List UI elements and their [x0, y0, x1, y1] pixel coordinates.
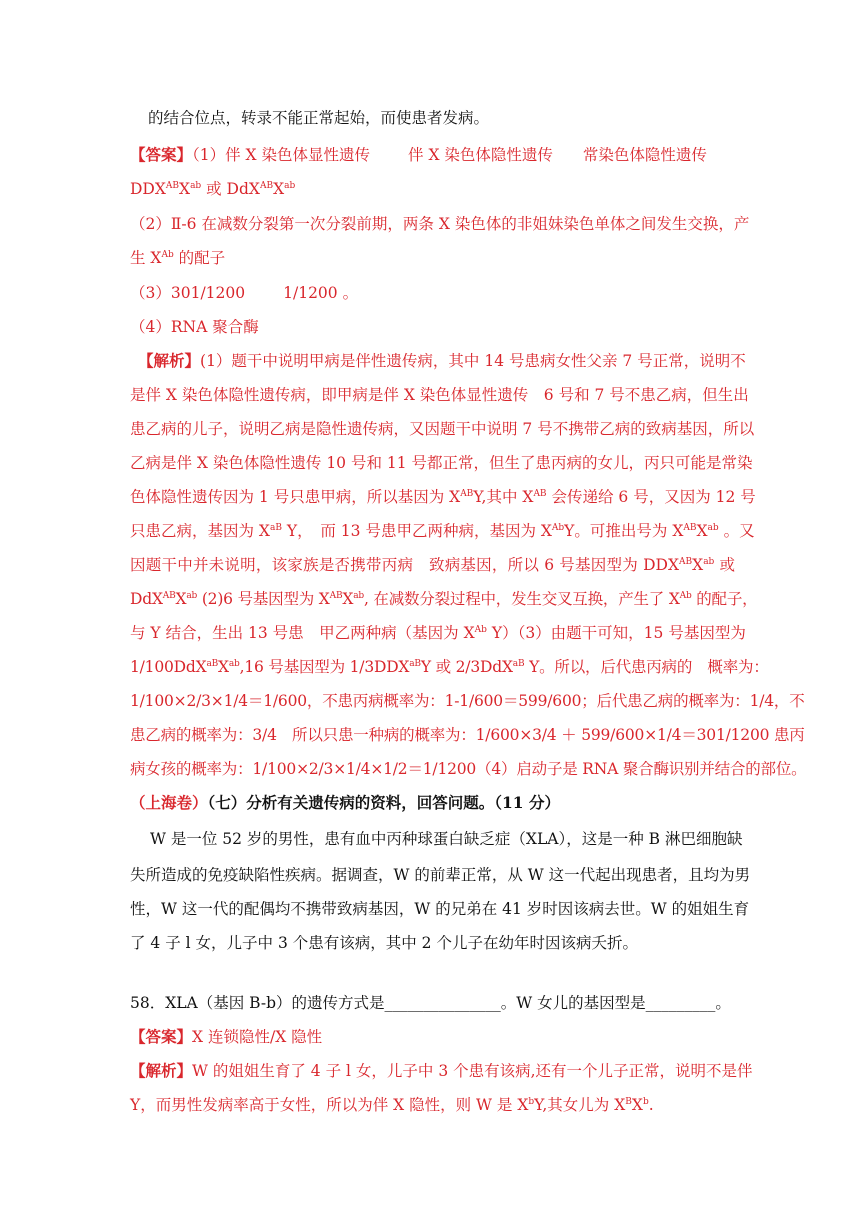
explanation-tag: 【解析】 — [138, 351, 201, 370]
explanation-line-8: $DdX^{AB}X^{ab}$ (2)6 号基因型为 $X^{AB}X^{ab}$, 在减数分裂过程中，发生交叉互换，产生了 $X^{Ab}$ 的配子， — [130, 590, 758, 608]
explanation-line-11: 1/100×2/3×1/4＝1/600，不患丙病概率为：1-1/600＝599/600；后代患乙病的概率为：1/4，不 — [130, 692, 805, 710]
passage-line-4: 了 4 子 l 女，儿子中 3 个患有该病，其中 2 个儿子在幼年时因该病夭折。 — [130, 934, 638, 952]
source-tag: （上海卷） — [130, 793, 208, 812]
question-58: 58．XLA（基因 B-b）的遗传方式是_______________。W 女儿的基因型是_________。 — [130, 994, 731, 1012]
answer-line-2: （2）Ⅱ-6 在减数分裂第一次分裂前期，两条 X 染色体的非姐妹染色单体之间发生交换，产 — [130, 215, 750, 233]
explanation-line-10: $1/100DdX^{aB}X^{ab},16$ 号基因型为 $1/3DDX^{aB}Y$ 或 2/3DdX$^{aB}$ Y。所以，后代患丙病的 概率为： — [130, 658, 769, 676]
explanation-line-9: 与 Y 结合，生出 13 号患 甲乙两种病（基因为 $X^{Ab}$ Y）（3）由题干可知，15 号基因型为 — [130, 624, 746, 642]
explanation-line-4: 乙病是伴 X 染色体隐性遗传 10 号和 11 号都正常，但生了患丙病的女儿，丙只可能是常染 — [130, 454, 753, 472]
explanation-line-5: 色体隐性遗传因为 1 号只患甲病，所以基因为 $X^{AB}Y$,其中 $X^{AB}$ 会传递给 6 号，又因为 12 号 — [130, 488, 756, 506]
passage-line-1: W 是一位 52 岁的男性，患有血中丙种球蛋白缺乏症（XLA），这是一种 B 淋巴细胞缺 — [150, 830, 743, 848]
answer-genotype-line: $DDX^{AB}X^{ab}$ 或 $DdX^{AB}X^{ab}$ — [130, 180, 296, 198]
answer-58: 【答案】X 连锁隐性/X 隐性 — [130, 1027, 323, 1046]
explanation-line-2: 是伴 X 染色体隐性遗传病，即甲病是伴 X 染色体显性遗传 6 号和 7 号不患乙病，但生出 — [130, 386, 749, 404]
answer-line-1: 【答案】（1）伴 X 染色体显性遗传 伴 X 染色体隐性遗传 常染色体隐性遗传 — [130, 145, 707, 164]
explanation-58-line-1: 【解析】W 的姐姐生育了 4 子 l 女，儿子中 3 个患有该病,还有一个儿子正常，说明不是伴 — [130, 1061, 753, 1080]
answer-line-3: （3）301/1200 1/1200 。 — [130, 284, 359, 302]
explanation-58-line-2: Y，而男性发病率高于女性，所以为伴 X 隐性，则 W 是 $X^bY$,其女儿为 $X^BX^b$. — [130, 1096, 654, 1114]
explanation-line-6: 只患乙病，基因为 $X^{aB}$ Y， 而 13 号患甲乙两种病，基因为 $X^{Ab}Y$。可推出号为 $X^{AB}X^{ab}$ 。又 — [130, 522, 755, 540]
section-heading: （上海卷）（七）分析有关遗传病的资料，回答问题。（11 分） — [130, 793, 560, 812]
text-line-1: 的结合位点，转录不能正常起始，而使患者发病。 — [148, 109, 490, 127]
explanation-line-13: 病女孩的概率为：1/100×2/3×1/4×1/2＝1/1200（4）启动子是 RNA 聚合酶识别并结合的部位。 — [130, 760, 807, 778]
passage-line-3: 性，W 这一代的配偶均不携带致病基因，W 的兄弟在 41 岁时因该病去世。W 的姐姐生育 — [130, 900, 750, 918]
answer-tag: 【答案】 — [130, 145, 193, 164]
answer-58-tag: 【答案】 — [130, 1027, 193, 1046]
answer-line-2b: 生 $X^{Ab}$ 的配子 — [130, 249, 226, 267]
explanation-line-7: 因题干中并未说明，该家族是否携带丙病 致病基因，所以 6 号基因型为 $DDX^{AB}X^{ab}$ 或 — [130, 556, 735, 574]
explanation-line-1: 【解析】(1）题干中说明甲病是伴性遗传病，其中 14 号患病女性父亲 7 号正常，说明不 — [138, 351, 746, 370]
answer-line-4: （4）RNA 聚合酶 — [130, 318, 259, 336]
passage-line-2: 失所造成的免疫缺陷性疾病。据调查，W 的前辈正常，从 W 这一代起出现患者，且均为男 — [130, 866, 751, 884]
explanation-line-3: 患乙病的儿子，说明乙病是隐性遗传病，又因题干中说明 7 号不携带乙病的致病基因，所以 — [130, 420, 755, 438]
explanation-58-tag: 【解析】 — [130, 1061, 193, 1080]
explanation-line-12: 患乙病的概率为：3/4 所以只患一种病的概率为：1/600×3/4 ＋ 599/600×1/4＝301/1200 患丙 — [130, 726, 805, 744]
